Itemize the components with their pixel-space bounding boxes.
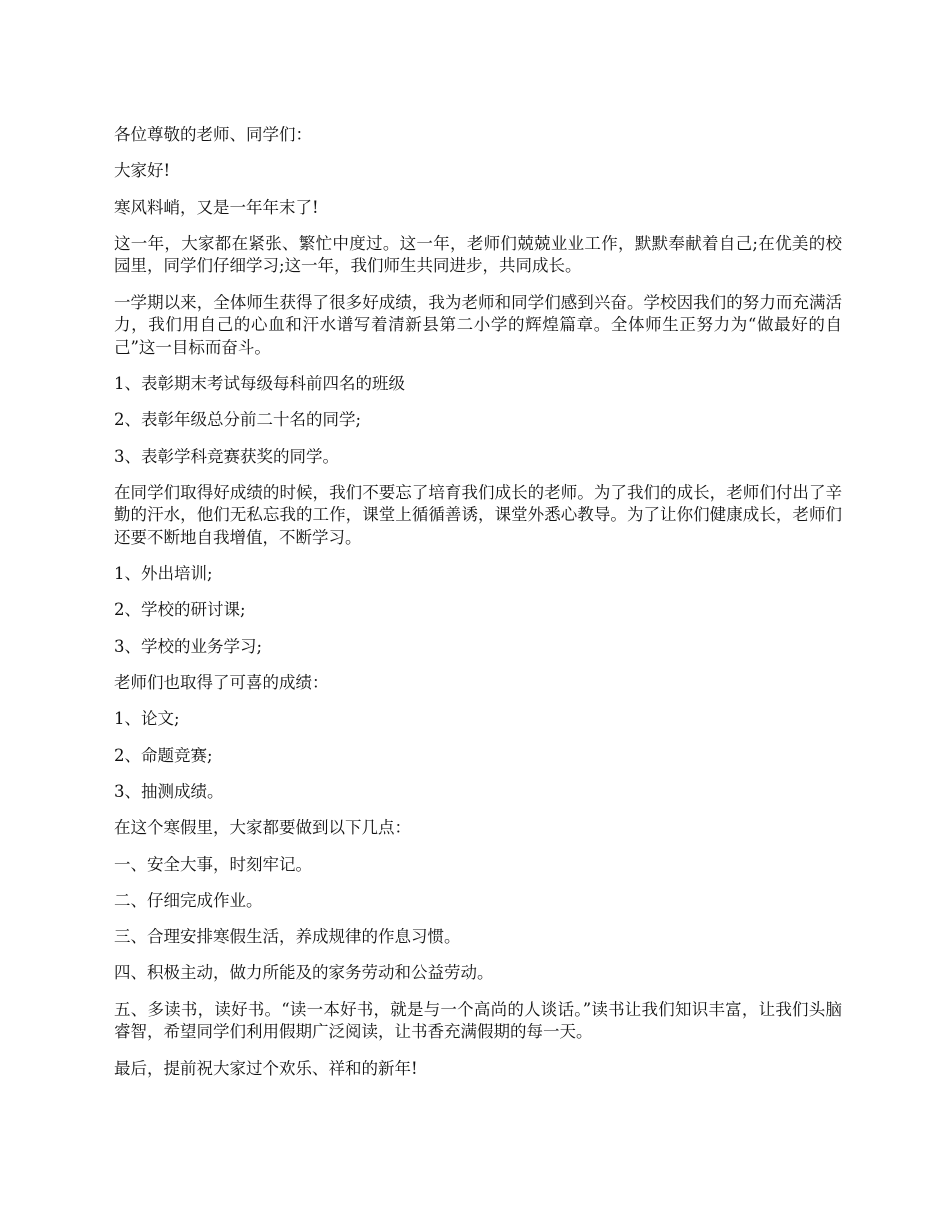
award-list-item: 3、表彰学科竞赛获奖的同学。 <box>114 446 339 466</box>
teachers-paragraph: 在同学们取得好成绩的时候，我们不要忘了培育我们成长的老师。为了我们的成长，老师们付出了辛勤的汗水，他们无私忘我的工作，课堂上循循善诱，课堂外悉心教导。为了让你们健康成长，老师们还要不断地自我增值，不断学习。 <box>114 482 842 547</box>
document-body <box>114 124 842 1094</box>
year-review-paragraph: 这一年，大家都在紧张、繁忙中度过。这一年，老师们兢兢业业工作，默默奉献着自己;在优美的校园里，同学们仔细学习;这一年，我们师生共同进步，共同成长。 <box>114 233 842 276</box>
semester-achievements-paragraph: 一学期以来，全体师生获得了很多好成绩，我为老师和同学们感到兴奋。学校因我们的努力而充满活力，我们用自己的心血和汗水谱写着清新县第二小学的辉煌篇章。全体师生正努力为“做最好的自己”这一目标而奋斗。 <box>114 292 842 357</box>
winter-break-item: 五、多读书，读好书。“读一本好书，就是与一个高尚的人谈话。”读书让我们知识丰富，让我们头脑睿智，希望同学们利用假期广泛阅读，让书香充满假期的每一天。 <box>114 999 842 1042</box>
winter-break-heading: 在这个寒假里，大家都要做到以下几点： <box>114 818 411 838</box>
learning-list-item: 1、外出培训; <box>114 564 213 584</box>
greeting-hello: 大家好! <box>114 161 171 181</box>
learning-list-item: 2、学校的研讨课; <box>114 600 246 620</box>
results-list-item: 1、论文; <box>114 709 180 729</box>
teacher-results-heading: 老师们也取得了可喜的成绩： <box>114 673 329 693</box>
learning-list-item: 3、学校的业务学习; <box>114 636 263 656</box>
greeting-salutation: 各位尊敬的老师、同学们： <box>114 125 312 144</box>
winter-break-item: 四、积极主动，做力所能及的家务劳动和公益劳动。 <box>114 963 494 983</box>
winter-break-item: 三、合理安排寒假生活，养成规律的作息习惯。 <box>114 927 461 947</box>
closing-wish: 最后，提前祝大家过个欢乐、祥和的新年! <box>114 1058 418 1078</box>
winter-break-item: 一、安全大事，时刻牢记。 <box>114 854 312 874</box>
winter-break-item: 二、仔细完成作业。 <box>114 890 263 910</box>
award-list-item: 1、表彰期末考试每级每科前四名的班级 <box>114 373 405 393</box>
intro-line: 寒风料峭，又是一年年末了! <box>114 197 319 217</box>
results-list-item: 3、抽测成绩。 <box>114 781 224 801</box>
award-list-item: 2、表彰年级总分前二十名的同学; <box>114 410 362 430</box>
results-list-item: 2、命题竞赛; <box>114 745 213 765</box>
